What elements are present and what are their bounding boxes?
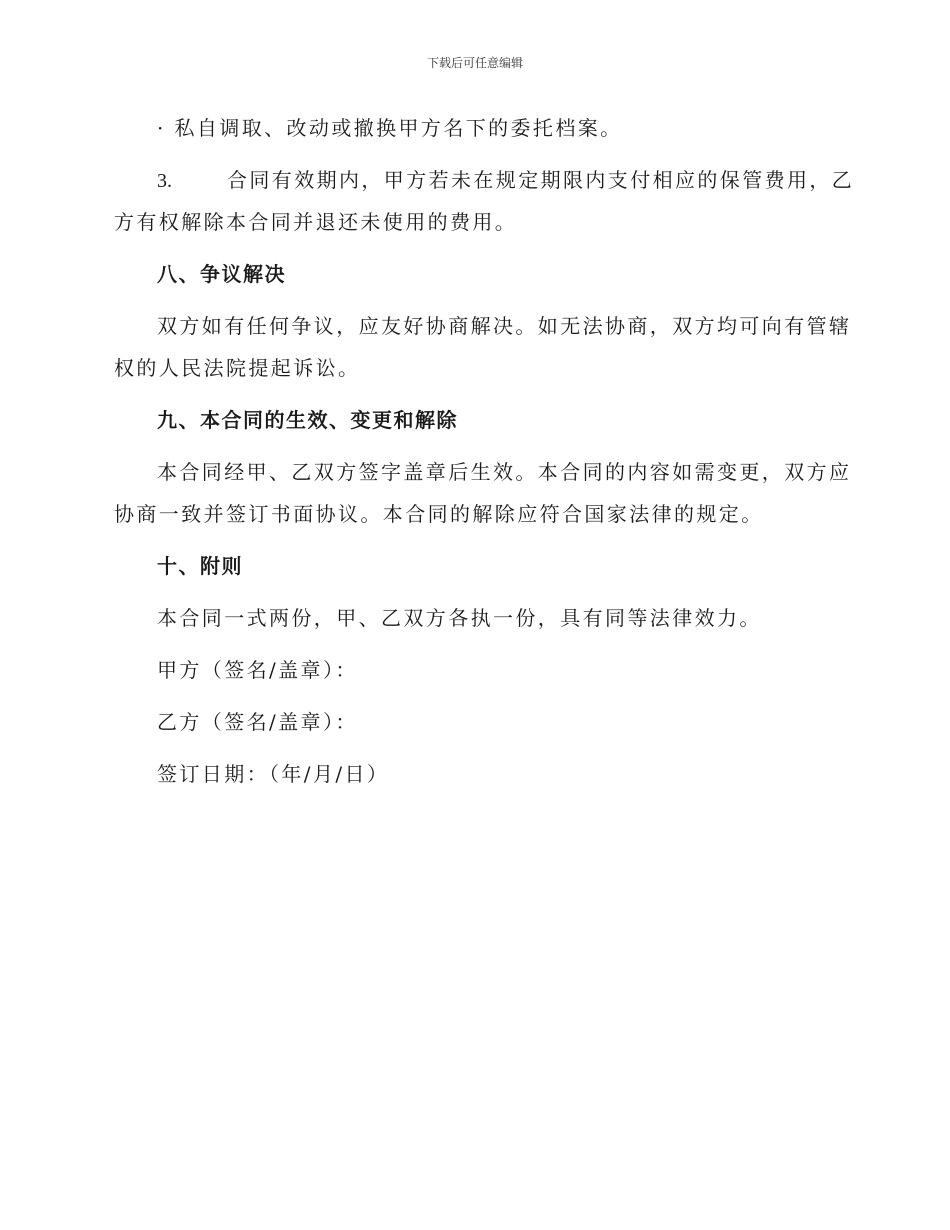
item-3-number: 3.	[157, 170, 172, 192]
section-10-title: 十、附则	[157, 554, 243, 578]
section-8-line2: 权的人民法院提起诉讼。	[114, 356, 361, 380]
section-9-line2: 协商一致并签订书面协议。本合同的解除应符合国家法律的规定。	[114, 502, 764, 526]
item-3-text-line1: 合同有效期内，甲方若未在规定期限内支付相应的保管费用，乙	[227, 168, 855, 192]
section-10-line1: 本合同一式两份，甲、乙双方各执一份，具有同等法律效力。	[157, 606, 762, 630]
page-header-note: 下载后可任意编辑	[426, 56, 523, 70]
party-a-signature-line: 甲方（签名/盖章）：	[157, 658, 358, 682]
bullet-line: · 私自调取、改动或撤换甲方名下的委托档案。	[157, 116, 623, 140]
sign-date-line: 签订日期：（年/月/日）	[157, 762, 390, 786]
section-9-line1: 本合同经甲、乙双方签字盖章后生效。本合同的内容如需变更，双方应	[157, 460, 852, 484]
item-3-first-line	[157, 166, 855, 195]
section-8-title: 八、争议解决	[157, 262, 286, 286]
section-9-title: 九、本合同的生效、变更和解除	[157, 408, 458, 432]
party-b-signature-line: 乙方（签名/盖章）：	[157, 710, 358, 734]
section-8-line1: 双方如有任何争议，应友好协商解决。如无法协商，双方均可向有管辖	[157, 314, 852, 338]
item-3-text-line2: 方有权解除本合同并退还未使用的费用。	[114, 210, 518, 234]
